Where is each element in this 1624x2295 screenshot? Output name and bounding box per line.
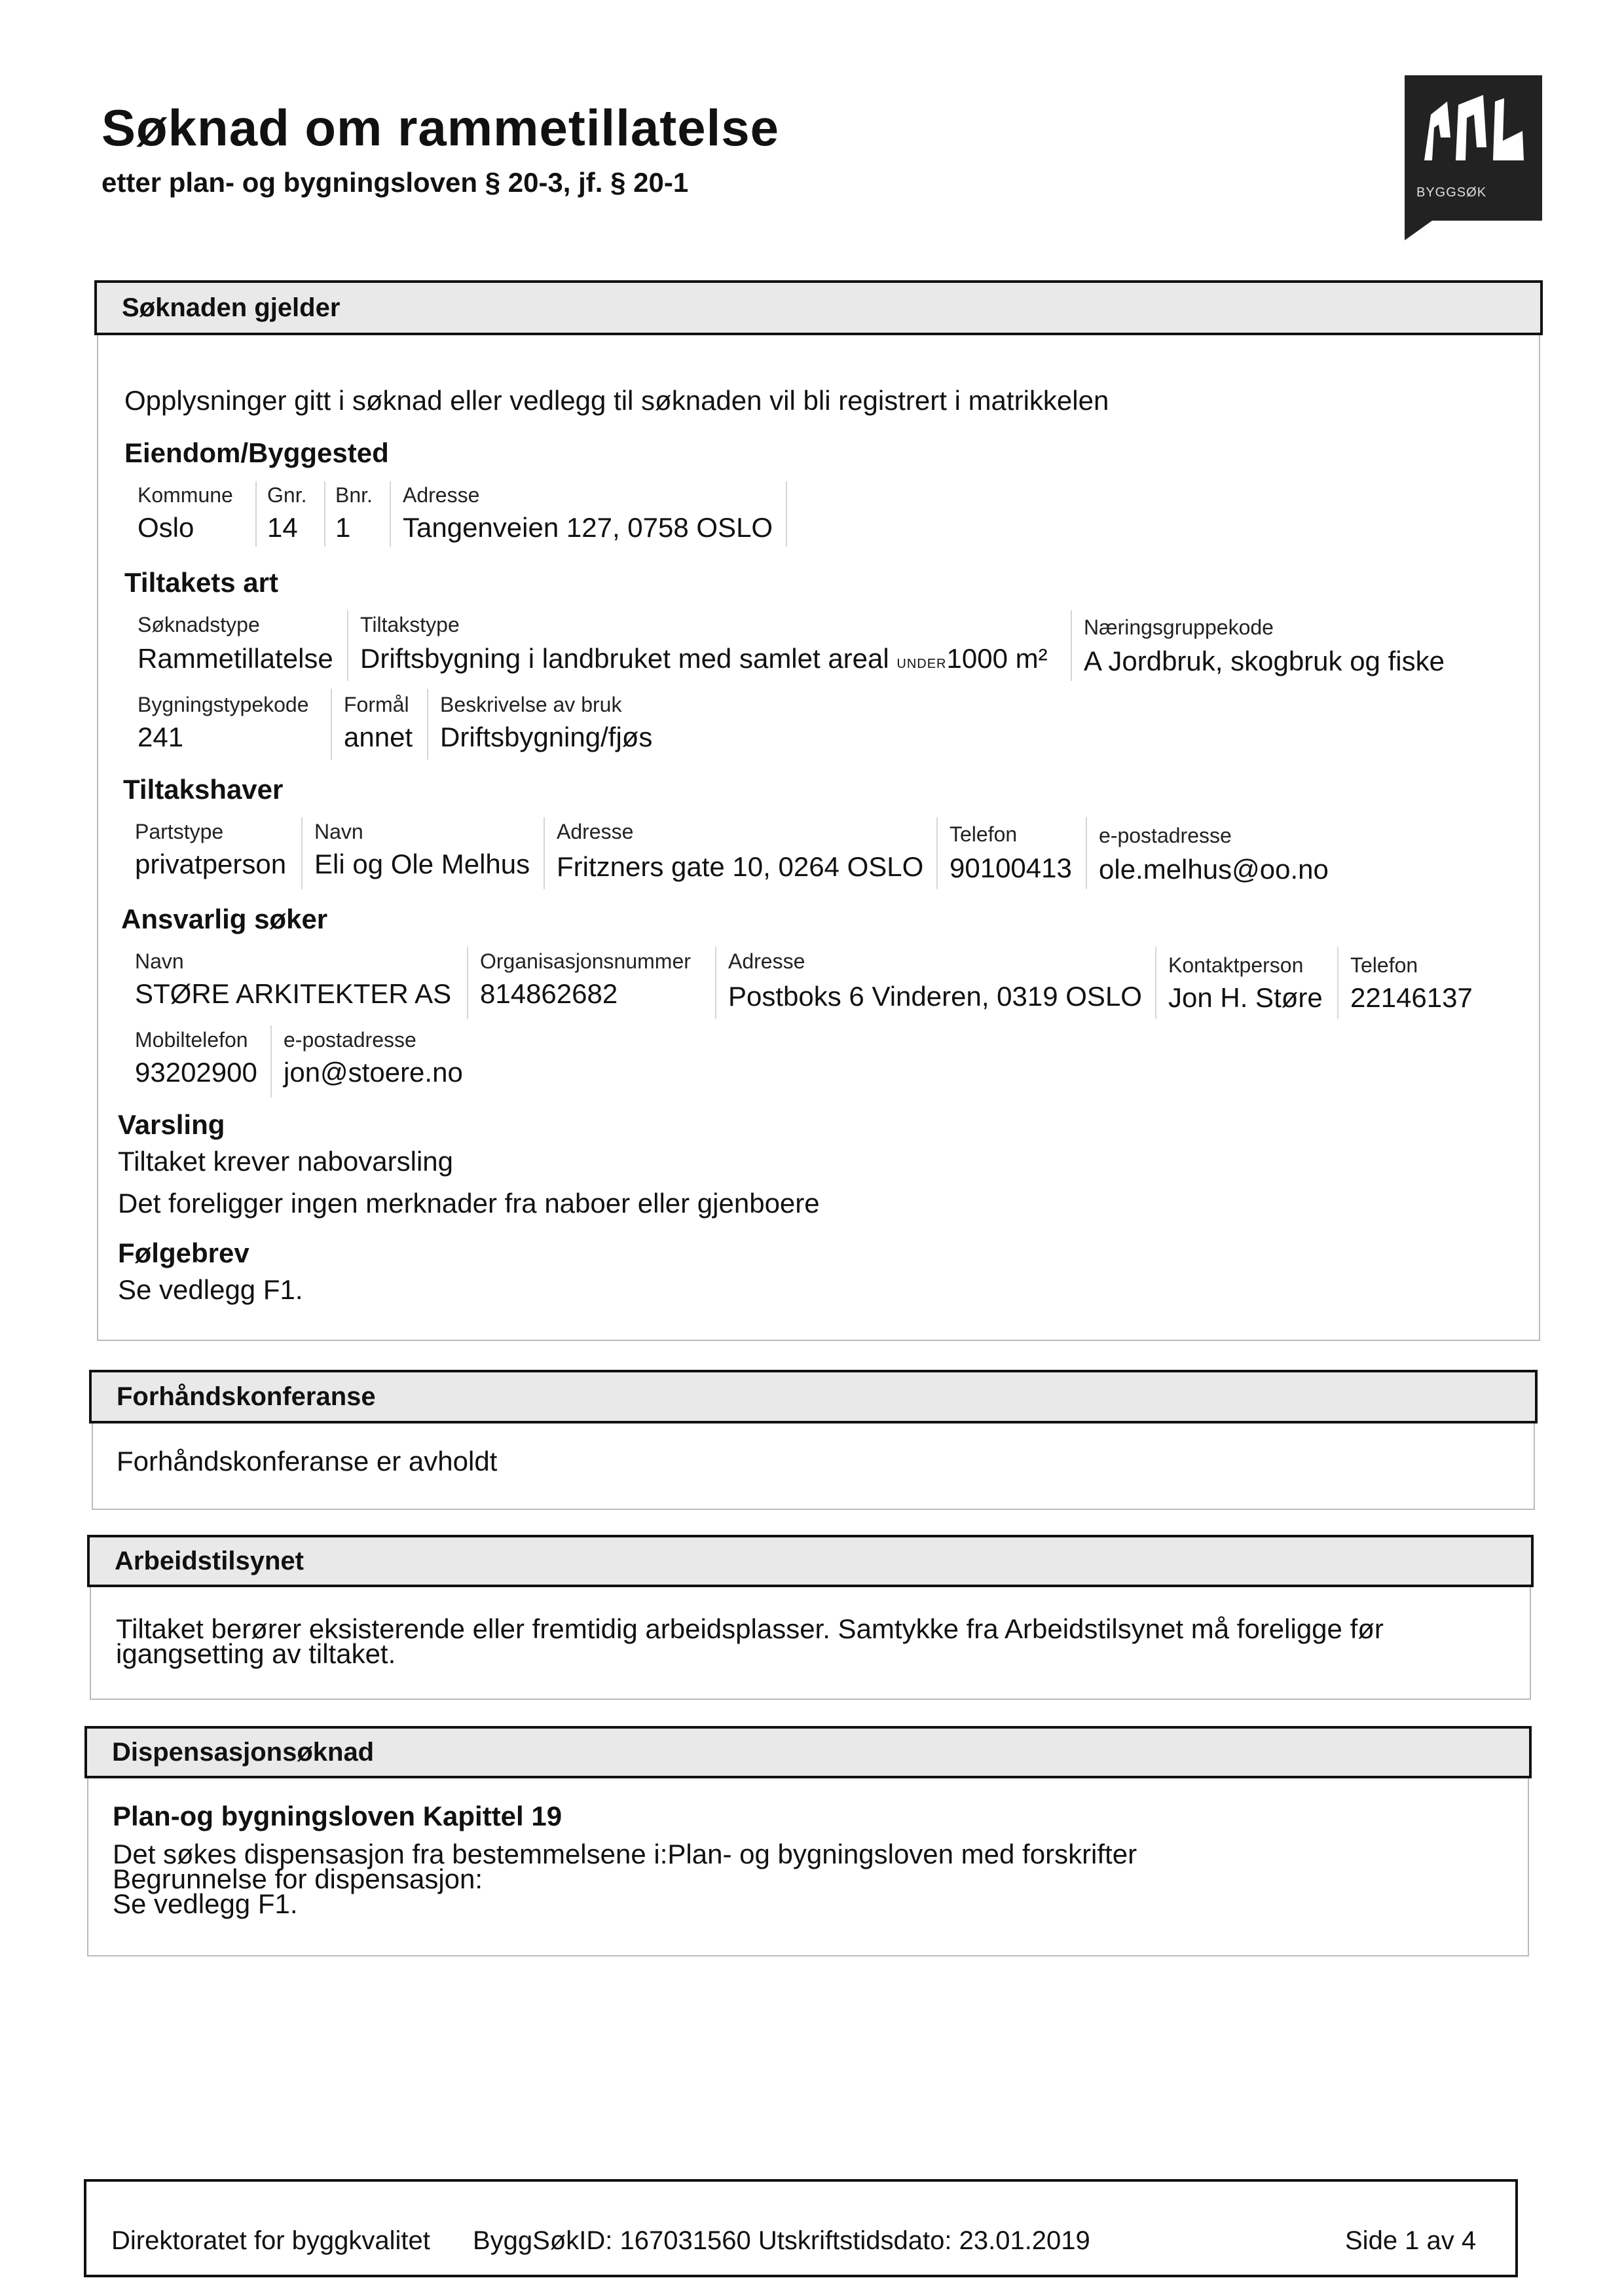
epost-label: e-postadresse — [284, 1028, 416, 1052]
col-divider — [1155, 947, 1156, 1019]
col-divider — [324, 481, 325, 547]
arbeidstilsynet-line1: Tiltaket berører eksisterende eller fremtidig arbeidsplasser. Samtykke fra Arbeidstilsynet må foreligge før — [116, 1613, 1384, 1644]
tiltakstype-area: 1000 m² — [946, 643, 1048, 674]
tiltakets-art-heading: Tiltakets art — [124, 567, 278, 598]
eiendom-heading: Eiendom/Byggested — [124, 437, 389, 468]
epost-value: ole.melhus@oo.no — [1099, 854, 1329, 885]
col-divider — [467, 947, 468, 1019]
beskrivelse-value: Driftsbygning/fjøs — [440, 722, 653, 752]
byggsok-logo — [1405, 75, 1542, 221]
footer-id: ByggSøkID: 167031560 Utskriftstidsdato: 23.01.2019 — [473, 2226, 1090, 2255]
mobil-value: 93202900 — [135, 1057, 257, 1088]
navn-label: Navn — [314, 820, 363, 843]
tiltakstype-value — [360, 643, 1048, 674]
varsling-line2: Det foreligger ingen merknader fra naboer eller gjenboere — [118, 1188, 820, 1219]
col-divider — [936, 817, 938, 889]
tiltakshaver-heading: Tiltakshaver — [123, 774, 284, 805]
formal-value: annet — [344, 722, 413, 752]
bnr-value: 1 — [335, 512, 351, 543]
kontaktperson-value: Jon H. Støre — [1168, 982, 1323, 1013]
navn-label: Navn — [135, 949, 184, 973]
col-divider — [786, 481, 787, 547]
col-divider — [301, 817, 303, 889]
varsling-line1: Tiltaket krever nabovarsling — [118, 1146, 453, 1177]
tiltakstype-text: Driftsbygning i landbruket med samlet areal — [360, 643, 897, 674]
forhandskonferanse-text: Forhåndskonferanse er avholdt — [117, 1446, 498, 1477]
page-title: Søknad om rammetillatelse — [101, 99, 780, 156]
telefon-value: 22146137 — [1350, 982, 1473, 1013]
folgebrev-heading: Følgebrev — [118, 1238, 249, 1268]
bygningstypekode-value: 241 — [138, 722, 184, 752]
page-footer — [84, 2179, 1518, 2277]
gnr-value: 14 — [267, 512, 298, 543]
dispensasjon-subheading: Plan-og bygningsloven Kapittel 19 — [113, 1801, 563, 1831]
bnr-label: Bnr. — [335, 483, 373, 507]
intro-text: Opplysninger gitt i søknad eller vedlegg til søknaden vil bli registrert i matrikkelen — [124, 385, 1109, 416]
handwritten-under: UNDER — [896, 657, 947, 671]
naeringsgruppekode-label: Næringsgruppekode — [1084, 615, 1274, 639]
partstype-value: privatperson — [135, 849, 287, 879]
col-divider — [427, 689, 428, 760]
logo-text: BYGGSØK — [1416, 185, 1487, 200]
partstype-label: Partstype — [135, 820, 224, 843]
arbeidstilsynet-line2: igangsetting av tiltaket. — [116, 1638, 396, 1669]
logo-tab — [1405, 221, 1432, 240]
adresse-value: Fritzners gate 10, 0264 OSLO — [557, 851, 924, 882]
epost-value: jon@stoere.no — [284, 1057, 463, 1088]
dispensasjon-line1: Det søkes dispensasjon fra bestemmelsene i:Plan- og bygningsloven med forskrifter — [113, 1839, 1137, 1869]
orgnr-label: Organisasjonsnummer — [480, 949, 691, 973]
naeringsgruppekode-value: A Jordbruk, skogbruk og fiske — [1084, 646, 1445, 676]
col-divider — [270, 1025, 272, 1097]
kommune-value: Oslo — [138, 512, 194, 543]
gnr-label: Gnr. — [267, 483, 307, 507]
mobil-label: Mobiltelefon — [135, 1028, 248, 1052]
col-divider — [715, 947, 716, 1019]
beskrivelse-label: Beskrivelse av bruk — [440, 693, 622, 716]
adresse-value: Tangenveien 127, 0758 OSLO — [403, 512, 773, 543]
navn-value: STØRE ARKITEKTER AS — [135, 978, 452, 1009]
telefon-label: Telefon — [950, 822, 1018, 846]
navn-value: Eli og Ole Melhus — [314, 849, 530, 879]
kommune-label: Kommune — [138, 483, 233, 507]
col-divider — [390, 481, 391, 547]
footer-org: Direktoratet for byggkvalitet — [111, 2226, 430, 2255]
varsling-heading: Varsling — [118, 1109, 225, 1140]
footer-page: Side 1 av 4 — [1345, 2226, 1477, 2255]
telefon-label: Telefon — [1350, 953, 1418, 977]
page-subtitle: etter plan- og bygningsloven § 20-3, jf. § 20-1 — [101, 167, 689, 198]
soknadstype-value: Rammetillatelse — [138, 643, 333, 674]
section-forhandskonferanse — [92, 1370, 1535, 1510]
dispensasjon-line3: Se vedlegg F1. — [113, 1888, 298, 1919]
tiltakstype-label: Tiltakstype — [360, 613, 460, 636]
section-heading: Arbeidstilsynet — [87, 1535, 1534, 1587]
col-divider — [1071, 610, 1072, 681]
formal-label: Formål — [344, 693, 409, 716]
ansvarlig-soker-heading: Ansvarlig søker — [121, 904, 328, 934]
soknadstype-label: Søknadstype — [138, 613, 260, 636]
col-divider — [331, 689, 332, 760]
col-divider — [544, 817, 545, 889]
logo-mark-icon — [1405, 75, 1542, 180]
telefon-value: 90100413 — [950, 853, 1072, 883]
adresse-label: Adresse — [728, 949, 805, 973]
dispensasjon-line2: Begrunnelse for dispensasjon: — [113, 1864, 483, 1894]
folgebrev-text: Se vedlegg F1. — [118, 1274, 303, 1305]
orgnr-value: 814862682 — [480, 978, 618, 1009]
col-divider — [347, 610, 348, 681]
col-divider — [1086, 817, 1087, 889]
adresse-value: Postboks 6 Vinderen, 0319 OSLO — [728, 981, 1142, 1012]
adresse-label: Adresse — [403, 483, 480, 507]
section-heading: Søknaden gjelder — [94, 280, 1543, 335]
adresse-label: Adresse — [557, 820, 634, 843]
kontaktperson-label: Kontaktperson — [1168, 953, 1304, 977]
epost-label: e-postadresse — [1099, 824, 1232, 847]
section-heading: Dispensasjonsøknad — [84, 1726, 1532, 1778]
col-divider — [1337, 947, 1338, 1019]
section-heading: Forhåndskonferanse — [89, 1370, 1538, 1423]
bygningstypekode-label: Bygningstypekode — [138, 693, 309, 716]
col-divider — [255, 481, 257, 547]
